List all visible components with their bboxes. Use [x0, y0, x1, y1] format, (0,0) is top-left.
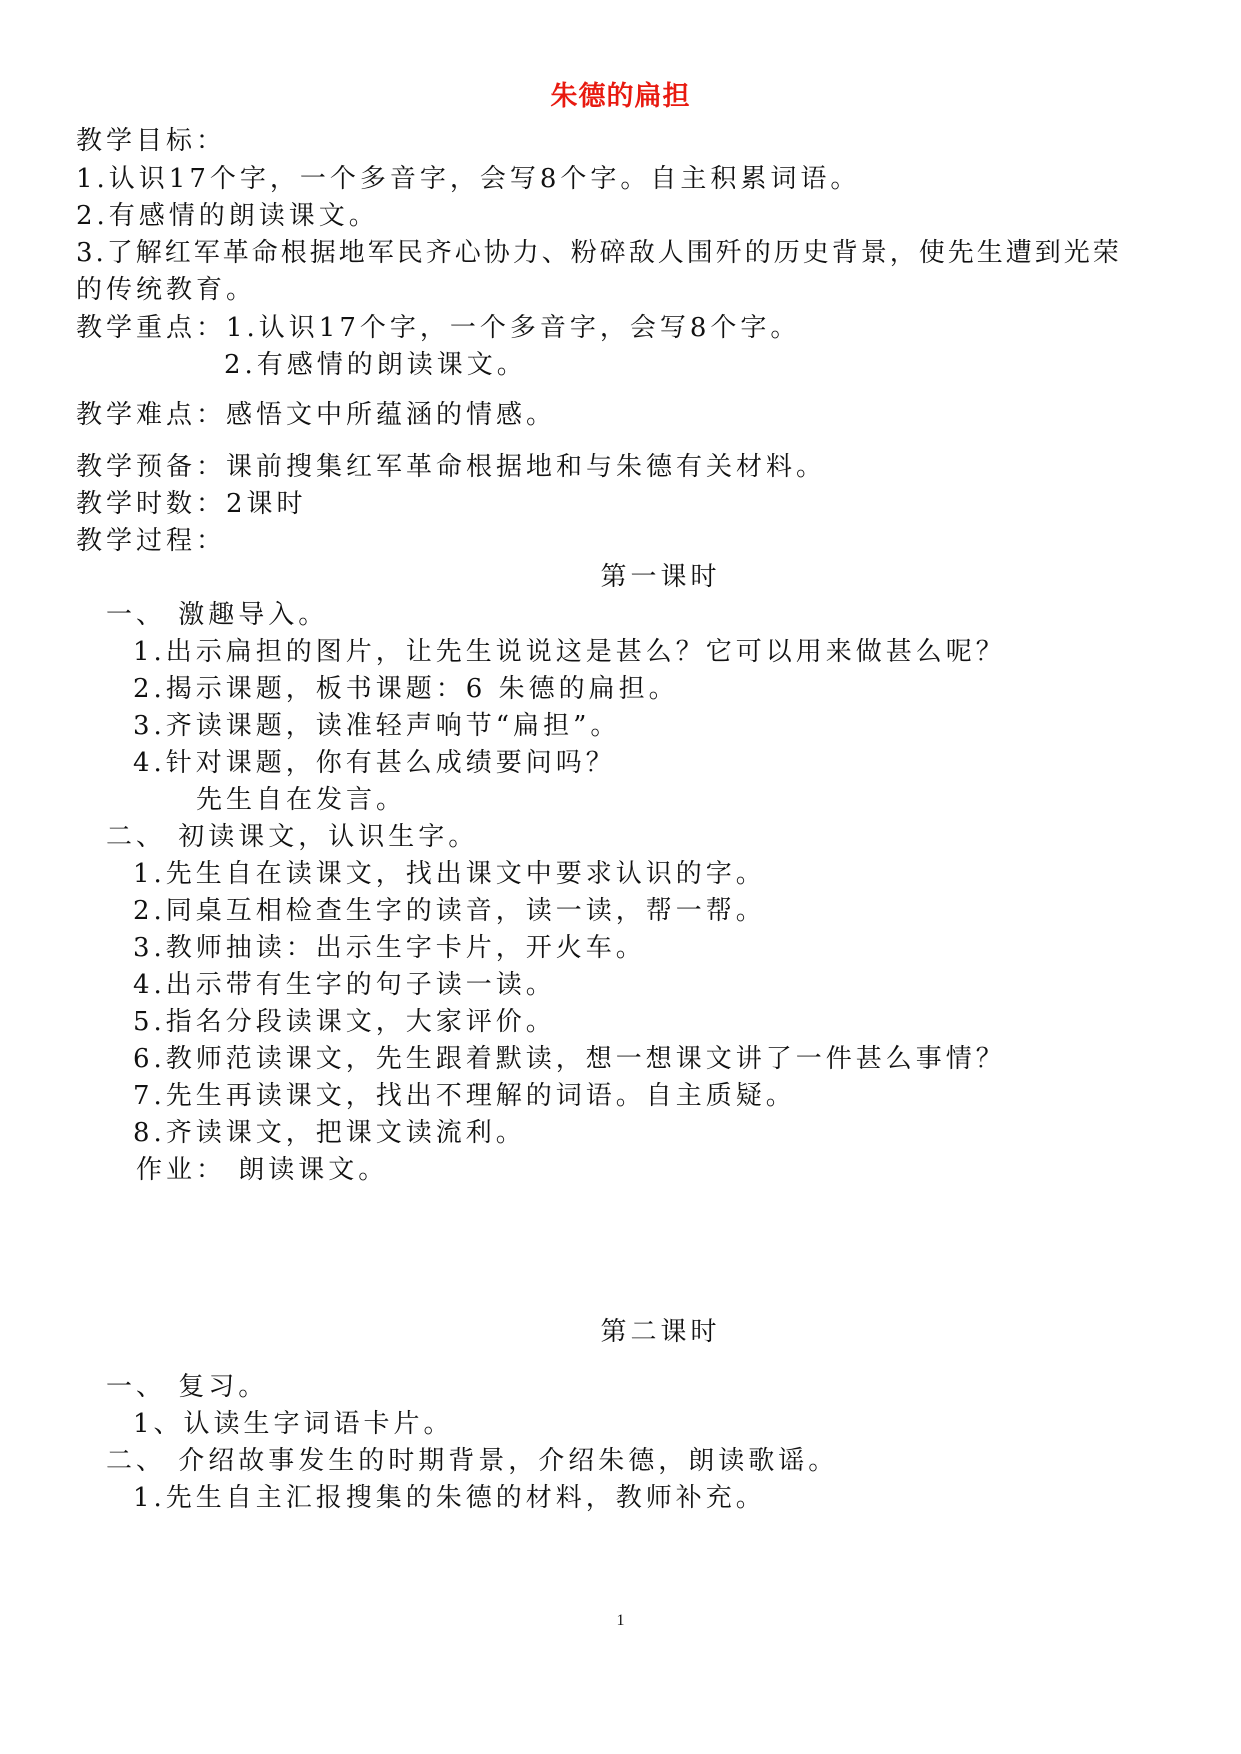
lesson1-section2-item-7: 7.先生再读课文，找出不理解的词语。自主质疑。 — [133, 1081, 796, 1111]
lesson2-section2-item-1: 1.先生自主汇报搜集的朱德的材料，教师补充。 — [133, 1483, 766, 1513]
lesson1-section2-item-1: 1.先生自在读课文，找出课文中要求认识的字。 — [133, 859, 766, 889]
lesson1-section2-item-5: 5.指名分段读课文，大家评价。 — [133, 1007, 556, 1037]
lesson2-section1-item-1: 1、认读生字词语卡片。 — [133, 1409, 454, 1439]
page-number: 1 — [616, 1612, 625, 1629]
document-title: 朱德的扁担 — [550, 81, 691, 112]
objectives-heading: 教学目标： — [76, 126, 227, 156]
difficulty: 教学难点：感悟文中所蕴涵的情感。 — [76, 400, 557, 430]
key-points-line1: 教学重点：1.认识17个字，一个多音字，会写8个字。 — [76, 313, 801, 343]
lesson1-section1-title: 一、 激趣导入。 — [106, 600, 329, 630]
preparation: 教学预备：课前搜集红军革命根据地和与朱德有关材料。 — [76, 452, 827, 482]
lesson1-section2-item-2: 2.同桌互相检查生字的读音，读一读，帮一帮。 — [133, 896, 766, 926]
lesson1-section2-item-4: 4.出示带有生字的句子读一读。 — [133, 970, 556, 1000]
hours: 教学时数：2课时 — [76, 489, 307, 519]
lesson1-heading: 第一课时 — [600, 562, 721, 592]
lesson2-section1-title: 一、 复习。 — [106, 1372, 269, 1402]
lesson1-section2-item-8: 8.齐读课文，把课文读流利。 — [133, 1118, 526, 1148]
objective-item-3-cont: 的传统教育。 — [76, 275, 257, 305]
lesson1-section1-item-3: 3.齐读课题，读准轻声响节“扁担”。 — [133, 711, 621, 741]
lesson1-section2-item-3: 3.教师抽读：出示生字卡片，开火车。 — [133, 933, 646, 963]
process-heading: 教学过程： — [76, 526, 227, 556]
lesson1-section1-item-4: 4.针对课题，你有甚么成绩要问吗？ — [133, 748, 616, 778]
lesson1-section1-item-2: 2.揭示课题，板书课题：6 朱德的扁担。 — [133, 674, 679, 704]
key-points-line2: 2.有感情的朗读课文。 — [224, 350, 527, 380]
lesson1-section2-title: 二、 初读课文，认识生字。 — [106, 822, 479, 852]
lesson1-homework: 作业： 朗读课文。 — [136, 1155, 389, 1185]
lesson2-section2-title: 二、 介绍故事发生的时期背景，介绍朱德，朗读歌谣。 — [106, 1446, 839, 1476]
objective-item-3: 3.了解红军革命根据地军民齐心协力、粉碎敌人围歼的历史背景，使先生遭到光荣 — [76, 238, 1122, 268]
objective-item-2: 2.有感情的朗读课文。 — [76, 201, 379, 231]
lesson1-section1-item-1: 1.出示扁担的图片，让先生说说这是甚么？它可以用来做甚么呢？ — [133, 637, 1006, 667]
lesson1-section1-item-5: 先生自在发言。 — [196, 785, 407, 815]
lesson2-heading: 第二课时 — [600, 1317, 721, 1347]
lesson1-section2-item-6: 6.教师范读课文，先生跟着默读，想一想课文讲了一件甚么事情？ — [133, 1044, 1006, 1074]
objective-item-1: 1.认识17个字，一个多音字，会写8个字。自主积累词语。 — [76, 164, 861, 194]
